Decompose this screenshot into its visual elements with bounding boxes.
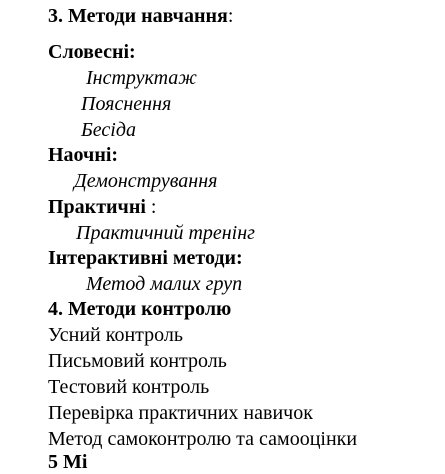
method-item-conversation: Бесіда — [81, 119, 136, 141]
group-label-practical-colon: : — [145, 196, 157, 218]
control-item-self-control: Метод самоконтролю та самооцінки — [48, 428, 358, 450]
control-item-oral: Усний контроль — [48, 324, 183, 346]
group-label-visual: Наочні: — [48, 144, 119, 166]
section-5-heading-partial: 5 Мі — [48, 451, 88, 473]
control-item-practical-skills: Перевірка практичних навичок — [48, 402, 313, 424]
section-3-heading-text: 3. Методи навчання — [48, 5, 228, 27]
method-item-demonstration: Демонстрування — [74, 170, 218, 192]
control-item-written: Письмовий контроль — [48, 350, 227, 372]
method-item-explanation: Пояснення — [81, 93, 172, 115]
section-3-heading — [48, 4, 233, 28]
group-label-practical — [48, 195, 156, 219]
method-item-practical-training: Практичний тренінг — [76, 222, 255, 244]
section-4-heading: 4. Методи контролю — [48, 298, 232, 320]
group-label-practical-text: Практичні — [48, 196, 146, 218]
group-label-verbal: Словесні: — [48, 41, 136, 63]
section-3-heading-colon: : — [227, 5, 234, 27]
control-item-test: Тестовий контроль — [48, 376, 210, 398]
method-item-small-groups: Метод малих груп — [86, 273, 243, 295]
method-item-instruction: Інструктаж — [86, 67, 197, 89]
group-label-interactive: Інтерактивні методи: — [48, 247, 243, 269]
